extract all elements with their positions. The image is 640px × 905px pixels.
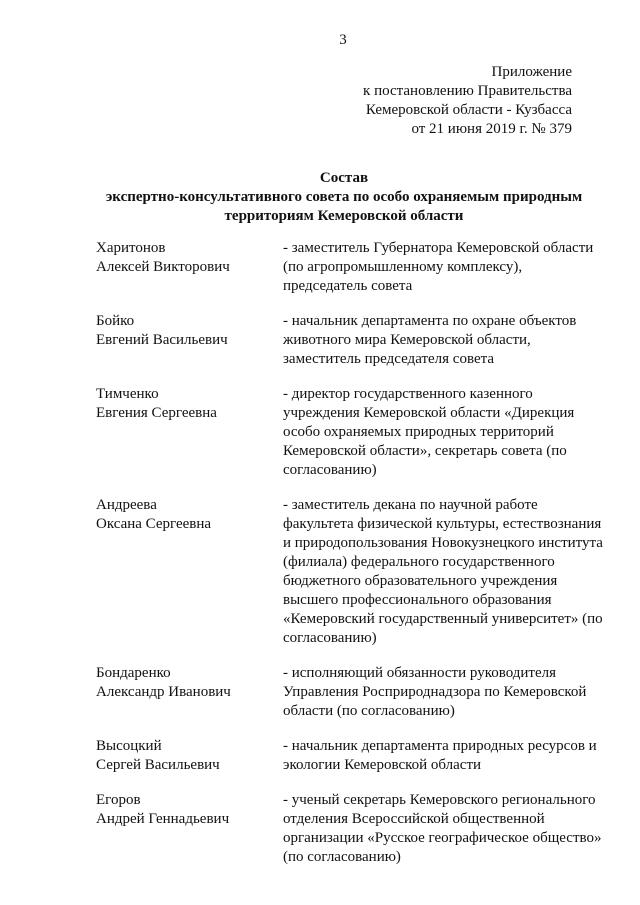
member-given-names: Евгения Сергеевна [96,405,217,421]
member-surname: Тимченко [96,386,159,402]
member-role: - заместитель декана по научной работе факультета физической культуры, естествознания и природопользования Новокузнецкого института (филиала) федерального государственного бюджетного образовательного учреждения высшего профессионального образования «Кемеровский государственный университет» (по согласованию) [283,497,603,646]
member-surname: Харитонов [96,240,166,256]
member-name [96,664,283,721]
member-name [96,312,283,369]
member-role: - исполняющий обязанности руководителя Управления Росприроднадзора по Кемеровской области (по согласованию) [283,665,587,719]
member-name [96,496,283,648]
member-surname: Бондаренко [96,665,171,681]
appendix-line: Кемеровской области - Кузбасса [365,102,572,118]
member-given-names: Андрей Геннадьевич [96,811,230,827]
member-surname: Высоцкий [96,738,162,754]
member-entry [96,664,606,721]
member-given-names: Оксана Сергеевна [96,516,212,532]
appendix-header [363,63,572,139]
member-role: - начальник департамента природных ресурсов и экологии Кемеровской области [283,738,597,773]
appendix-line: Приложение [491,64,572,80]
members-list [96,239,606,883]
member-role: - директор государственного казенного учреждения Кемеровской области «Дирекция особо охраняемых природных территорий Кемеровской области», секретарь совета (по согласованию) [283,386,575,478]
member-given-names: Евгений Васильевич [96,332,228,348]
member-role: - начальник департамента по охране объектов животного мира Кемеровской области, заместитель председателя совета [283,313,577,367]
title-line: экспертно-консультативного совета по особо охраняемым природным [105,189,583,205]
member-surname: Андреева [96,497,157,513]
title-line: территориям Кемеровской области [224,208,464,224]
appendix-line: к постановлению Правительства [363,83,572,99]
member-entry [96,385,606,480]
member-name [96,791,283,867]
member-given-names: Алексей Викторович [96,259,230,275]
member-given-names: Сергей Васильевич [96,757,220,773]
page-number: 3 [339,32,347,48]
member-name [96,385,283,480]
document-title [64,169,624,226]
member-entry [96,791,606,867]
member-entry [96,737,606,775]
appendix-line: от 21 июня 2019 г. № 379 [411,121,572,137]
member-name [96,239,283,296]
member-entry [96,312,606,369]
member-entry [96,239,606,296]
member-entry [96,496,606,648]
member-given-names: Александр Иванович [96,684,231,700]
member-surname: Бойко [96,313,135,329]
title-line: Состав [319,170,369,186]
member-name [96,737,283,775]
member-role: - заместитель Губернатора Кемеровской области (по агропромышленному комплексу), председатель совета [283,240,594,294]
member-role: - ученый секретарь Кемеровского регионального отделения Всероссийской общественной организации «Русское географическое общество» (по согласованию) [283,792,602,865]
member-surname: Егоров [96,792,141,808]
